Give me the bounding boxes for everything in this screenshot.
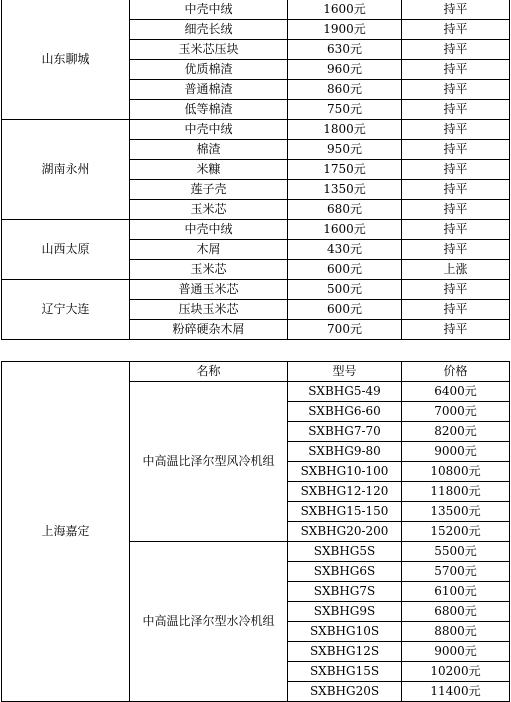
model-cell: SXBHG9-80 <box>288 442 402 462</box>
model-cell: SXBHG12S <box>288 642 402 662</box>
product-cell: 细壳长绒 <box>130 20 288 40</box>
model-cell: SXBHG10-100 <box>288 462 402 482</box>
model-cell: SXBHG7S <box>288 582 402 602</box>
model-cell: SXBHG20-200 <box>288 522 402 542</box>
price-cell: 860元 <box>288 80 402 100</box>
price-cell: 600元 <box>288 260 402 280</box>
price-cell: 630元 <box>288 40 402 60</box>
price-cell: 6400元 <box>402 382 510 402</box>
price-cell: 6100元 <box>402 582 510 602</box>
product-cell: 中壳中绒 <box>130 120 288 140</box>
header-price: 价格 <box>402 362 510 382</box>
price-cell: 680元 <box>288 200 402 220</box>
unit-name-cell: 中高温比泽尔型风冷机组 <box>130 382 288 542</box>
equipment-price-table <box>1 361 510 702</box>
price-cell: 7000元 <box>402 402 510 422</box>
product-cell: 棉渣 <box>130 140 288 160</box>
price-cell: 700元 <box>288 320 402 340</box>
trend-cell: 持平 <box>402 180 510 200</box>
model-cell: SXBHG6-60 <box>288 402 402 422</box>
table-row <box>2 280 510 300</box>
price-cell: 13500元 <box>402 502 510 522</box>
price-cell: 430元 <box>288 240 402 260</box>
location-cell: 上海嘉定 <box>2 362 130 702</box>
price-cell: 1750元 <box>288 160 402 180</box>
model-cell: SXBHG10S <box>288 622 402 642</box>
product-cell: 米糠 <box>130 160 288 180</box>
price-cell: 15200元 <box>402 522 510 542</box>
trend-cell: 持平 <box>402 140 510 160</box>
table-header-row <box>2 362 510 382</box>
trend-cell: 持平 <box>402 320 510 340</box>
trend-cell: 持平 <box>402 160 510 180</box>
trend-cell: 持平 <box>402 20 510 40</box>
table-row <box>2 120 510 140</box>
header-name: 名称 <box>130 362 288 382</box>
region-cell: 湖南永州 <box>2 120 130 220</box>
price-cell: 1350元 <box>288 180 402 200</box>
model-cell: SXBHG5-49 <box>288 382 402 402</box>
unit-name-cell: 中高温比泽尔型水冷机组 <box>130 542 288 702</box>
price-cell: 11800元 <box>402 482 510 502</box>
price-cell: 6800元 <box>402 602 510 622</box>
price-cell: 5700元 <box>402 562 510 582</box>
product-cell: 粉碎硬杂木屑 <box>130 320 288 340</box>
regional-price-table <box>1 0 510 340</box>
price-cell: 9000元 <box>402 642 510 662</box>
trend-cell: 持平 <box>402 200 510 220</box>
price-cell: 10800元 <box>402 462 510 482</box>
model-cell: SXBHG15-150 <box>288 502 402 522</box>
trend-cell: 持平 <box>402 220 510 240</box>
model-cell: SXBHG7-70 <box>288 422 402 442</box>
trend-cell: 持平 <box>402 60 510 80</box>
model-cell: SXBHG12-120 <box>288 482 402 502</box>
price-cell: 8800元 <box>402 622 510 642</box>
price-cell: 8200元 <box>402 422 510 442</box>
model-cell: SXBHG9S <box>288 602 402 622</box>
price-cell: 750元 <box>288 100 402 120</box>
trend-cell: 持平 <box>402 100 510 120</box>
region-cell: 辽宁大连 <box>2 280 130 340</box>
header-model: 型号 <box>288 362 402 382</box>
trend-cell: 持平 <box>402 40 510 60</box>
price-cell: 960元 <box>288 60 402 80</box>
product-cell: 中壳中绒 <box>130 0 288 20</box>
product-cell: 优质棉渣 <box>130 60 288 80</box>
table-row <box>2 0 510 20</box>
region-cell: 山西太原 <box>2 220 130 280</box>
price-cell: 10200元 <box>402 662 510 682</box>
product-cell: 中壳中绒 <box>130 220 288 240</box>
price-cell: 950元 <box>288 140 402 160</box>
price-cell: 500元 <box>288 280 402 300</box>
product-cell: 玉米芯压块 <box>130 40 288 60</box>
model-cell: SXBHG6S <box>288 562 402 582</box>
product-cell: 压块玉米芯 <box>130 300 288 320</box>
trend-cell: 持平 <box>402 300 510 320</box>
trend-cell: 持平 <box>402 120 510 140</box>
trend-cell: 持平 <box>402 240 510 260</box>
price-cell: 9000元 <box>402 442 510 462</box>
price-cell: 1800元 <box>288 120 402 140</box>
product-cell: 普通玉米芯 <box>130 280 288 300</box>
trend-cell: 持平 <box>402 0 510 20</box>
price-cell: 1900元 <box>288 20 402 40</box>
price-cell: 5500元 <box>402 542 510 562</box>
model-cell: SXBHG15S <box>288 662 402 682</box>
region-cell: 山东聊城 <box>2 0 130 120</box>
product-cell: 玉米芯 <box>130 260 288 280</box>
trend-cell: 上涨 <box>402 260 510 280</box>
model-cell: SXBHG20S <box>288 682 402 702</box>
product-cell: 莲子壳 <box>130 180 288 200</box>
product-cell: 玉米芯 <box>130 200 288 220</box>
product-cell: 低等棉渣 <box>130 100 288 120</box>
price-cell: 1600元 <box>288 0 402 20</box>
trend-cell: 持平 <box>402 80 510 100</box>
trend-cell: 持平 <box>402 280 510 300</box>
product-cell: 普通棉渣 <box>130 80 288 100</box>
table-row <box>2 220 510 240</box>
price-cell: 600元 <box>288 300 402 320</box>
model-cell: SXBHG5S <box>288 542 402 562</box>
price-cell: 11400元 <box>402 682 510 702</box>
price-cell: 1600元 <box>288 220 402 240</box>
product-cell: 木屑 <box>130 240 288 260</box>
